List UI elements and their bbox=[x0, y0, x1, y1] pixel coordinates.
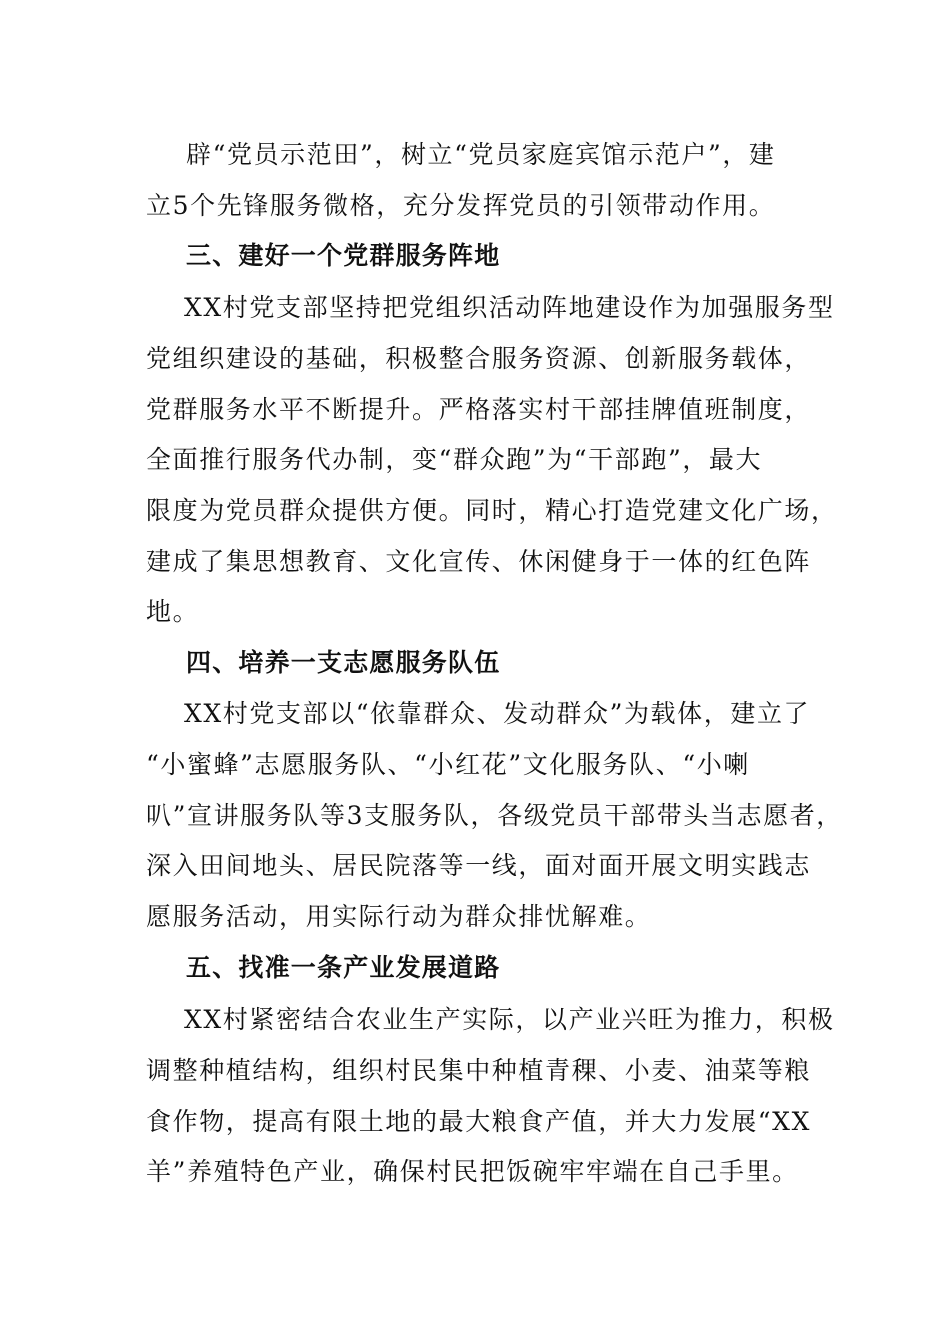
body-line: 建成了集思想教育、文化宣传、休闲健身于一体的红色阵 bbox=[146, 547, 812, 576]
body-line: 深入田间地头、居民院落等一线，面对面开展文明实践志 bbox=[146, 851, 812, 880]
body-line: 调整种植结构，组织村民集中种植青稞、小麦、油菜等粮 bbox=[146, 1056, 812, 1085]
section-heading: 四、培养一支志愿服务队伍 bbox=[186, 648, 501, 677]
body-line: 愿服务活动，用实际行动为群众排忧解难。 bbox=[146, 902, 652, 931]
body-line: XX村紧密结合农业生产实际，以产业兴旺为推力，积极 bbox=[184, 1005, 835, 1034]
body-line: 党组织建设的基础，积极整合服务资源、创新服务载体， bbox=[146, 344, 812, 373]
body-line: “小蜜蜂”志愿服务队、“小红花”文化服务队、“小喇 bbox=[146, 750, 750, 779]
body-line: 限度为党员群众提供方便。同时，精心打造党建文化广场， bbox=[146, 496, 838, 525]
section-heading: 三、建好一个党群服务阵地 bbox=[186, 241, 501, 270]
body-line: 羊”养殖特色产业，确保村民把饭碗牢牢端在自己手里。 bbox=[146, 1157, 799, 1186]
body-line: 党群服务水平不断提升。严格落实村干部挂牌值班制度， bbox=[146, 395, 812, 424]
section-heading: 五、找准一条产业发展道路 bbox=[186, 953, 501, 982]
body-line: 食作物，提高有限土地的最大粮食产值，并大力发展“XX bbox=[146, 1107, 811, 1136]
body-line: 立5个先锋服务微格，充分发挥党员的引领带动作用。 bbox=[146, 191, 776, 220]
body-line: 全面推行服务代办制，变“群众跑”为“干部跑”，最大 bbox=[146, 445, 763, 474]
body-line: 地。 bbox=[146, 597, 200, 626]
body-line: 叭”宣讲服务队等3支服务队，各级党员干部带头当志愿者， bbox=[146, 801, 843, 830]
body-line: XX村党支部坚持把党组织活动阵地建设作为加强服务型 bbox=[184, 293, 835, 322]
body-line: XX村党支部以“依靠群众、发动群众”为载体，建立了 bbox=[184, 699, 811, 728]
body-line: 辟“党员示范田”，树立“党员家庭宾馆示范户”，建 bbox=[186, 140, 776, 169]
